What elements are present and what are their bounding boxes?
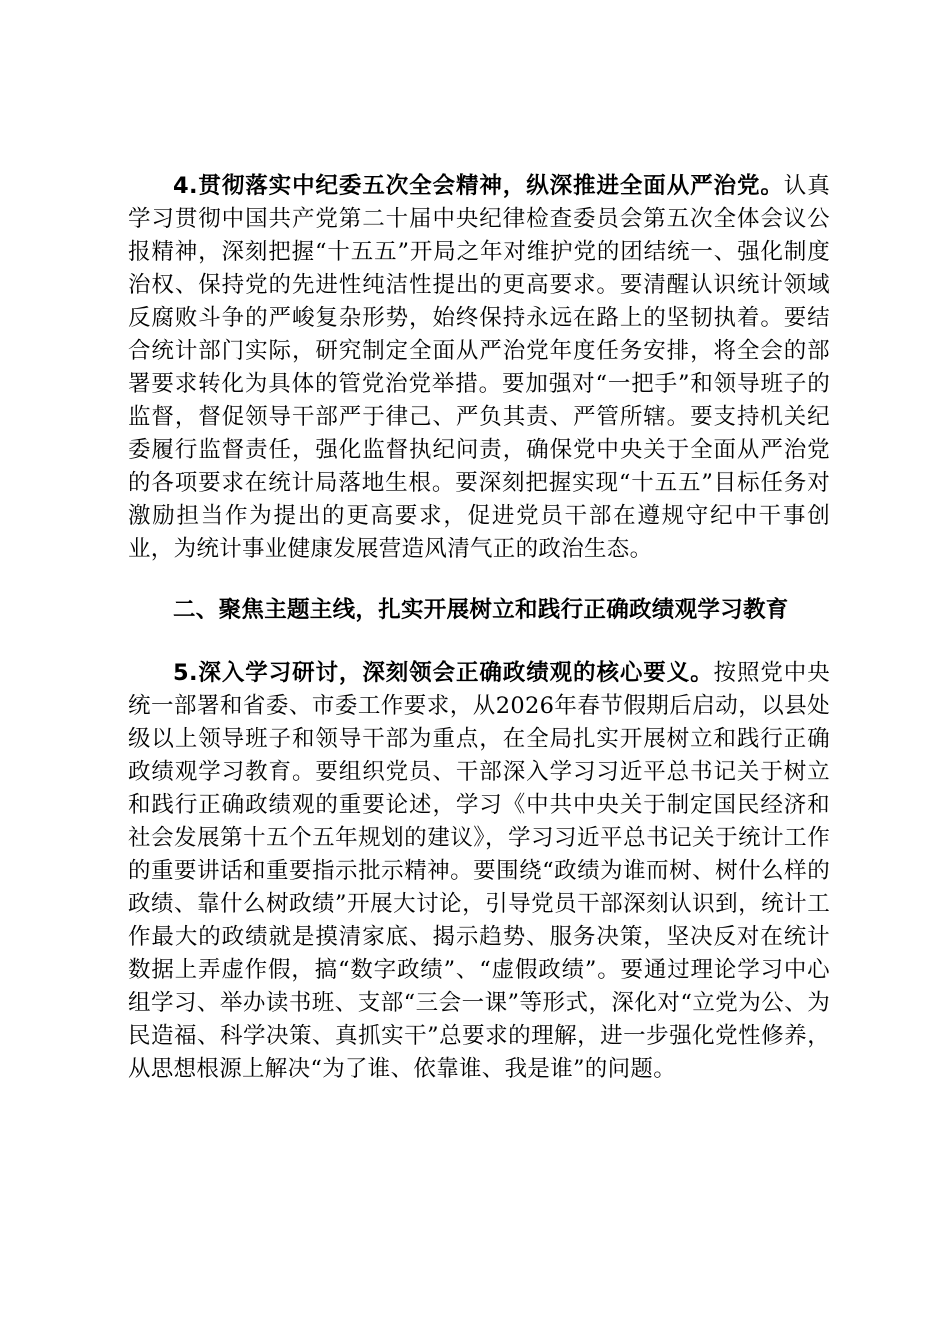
spacer	[128, 566, 830, 594]
paragraph-item-5	[128, 657, 830, 1086]
section-heading-2: 二、聚焦主题主线，扎实开展树立和践行正确政绩观学习教育	[173, 597, 789, 623]
paragraph-body-4: 认真学习贯彻中国共产党第二十届中央纪律检查委员会第五次全体会议公报精神，深刻把握“十五五”开局之年对维护党的团结统一、强化制度治权、保持党的先进性纯洁性提出的更高要求。要清醒认识统计领域反腐败斗争的严峻复杂形势，始终保持永远在路上的坚韧执着。要结合统计部门实际，研究制定全面从严治党年度任务安排，将全会的部署要求转化为具体的管党治党举措。要加强对“一把手”和领导班子的监督，督促领导干部严于律己、严负其责、严管所辖。要支持机关纪委履行监督责任，强化监督执纪问责，确保党中央关于全面从严治党的各项要求在统计局落地生根。要深刻把握实现“十五五”目标任务对激励担当作为提出的更高要求，促进党员干部在遵规守纪中干事创业，为统计事业健康发展营造风清气正的政治生态。	[128, 173, 830, 562]
paragraph-item-4	[128, 170, 830, 566]
paragraph-lead-4: 4.贯彻落实中纪委五次全会精神，纵深推进全面从严治党。	[173, 173, 784, 199]
paragraph-body-5: 按照党中央统一部署和省委、市委工作要求，从2026年春节假期后启动，以县处级以上领导班子和领导干部为重点，在全局扎实开展树立和践行正确政绩观学习教育。要组织党员、干部深入学习习近平总书记关于树立和践行正确政绩观的重要论述，学习《中共中央关于制定国民经济和社会发展第十五个五年规划的建议》，学习习近平总书记关于统计工作的重要讲话和重要指示批示精神。要围绕“政绩为谁而树、树什么样的政绩、靠什么树政绩”开展大讨论，引导党员干部深刻认识到，统计工作最大的政绩就是摸清家底、揭示趋势、服务决策，坚决反对在统计数据上弄虚作假，搞“数字政绩”、“虚假政绩”。要通过理论学习中心组学习、举办读书班、支部“三会一课”等形式，深化对“立党为公、为民造福、科学决策、真抓实干”总要求的理解，进一步强化党性修养，从思想根源上解决“为了谁、依靠谁、我是谁”的问题。	[128, 660, 830, 1082]
paragraph-lead-5: 5.深入学习研讨，深刻领会正确政绩观的核心要义。	[173, 660, 714, 686]
spacer	[128, 627, 830, 657]
